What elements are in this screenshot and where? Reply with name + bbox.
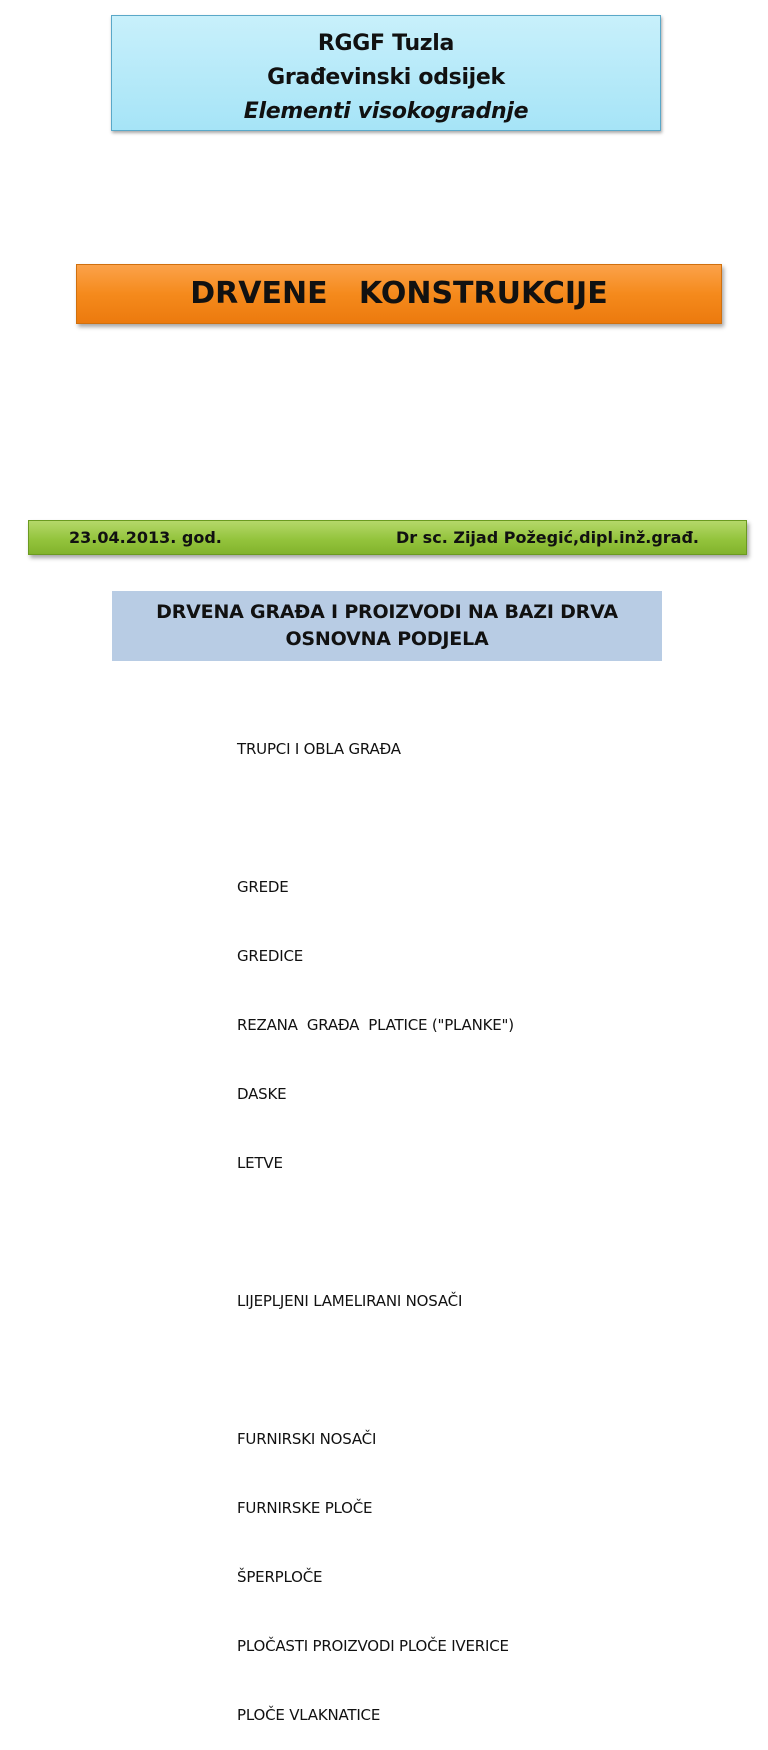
list-item: REZANA GRAĐA PLATICE ("PLANKE") xyxy=(237,1016,514,1034)
list-spacer xyxy=(237,1359,514,1382)
department-title: Građevinski odsijek xyxy=(267,65,505,90)
list-spacer xyxy=(237,1221,514,1244)
list-item: LIJEPLJENI LAMELIRANI NOSAČI xyxy=(237,1292,463,1310)
list-item: FURNIRSKI NOSAČI xyxy=(237,1430,377,1448)
list-item: DASKE xyxy=(237,1085,287,1103)
author-label: Dr sc. Zijad Požegić,dipl.inž.građ. xyxy=(395,528,699,547)
list-item: LETVE xyxy=(237,1154,283,1172)
list-item: GREDE xyxy=(237,878,289,896)
section-heading xyxy=(112,591,662,661)
page-title: DRVENE KONSTRUKCIJE xyxy=(76,264,722,324)
section-heading-line2: OSNOVNA PODJELA xyxy=(285,628,489,650)
category-list xyxy=(237,692,514,1750)
list-item: TRUPCI I OBLA GRAĐA xyxy=(237,740,401,758)
date-label: 23.04.2013. god. xyxy=(69,528,222,547)
section-heading-line1: DRVENA GRAĐA I PROIZVODI NA BAZI DRVA xyxy=(156,601,618,623)
date-author-bar xyxy=(28,520,747,555)
list-item: FURNIRSKE PLOČE xyxy=(237,1499,373,1517)
course-header xyxy=(111,15,661,131)
list-item: GREDICE xyxy=(237,947,304,965)
list-item: ŠPERPLOČE xyxy=(237,1568,323,1586)
list-item: PLOČE VLAKNATICE xyxy=(237,1706,381,1724)
course-title: Elementi visokogradnje xyxy=(243,99,529,124)
list-item: PLOČASTI PROIZVODI PLOČE IVERICE xyxy=(237,1637,509,1655)
institution-title: RGGF Tuzla xyxy=(317,31,455,56)
list-spacer xyxy=(237,807,514,830)
